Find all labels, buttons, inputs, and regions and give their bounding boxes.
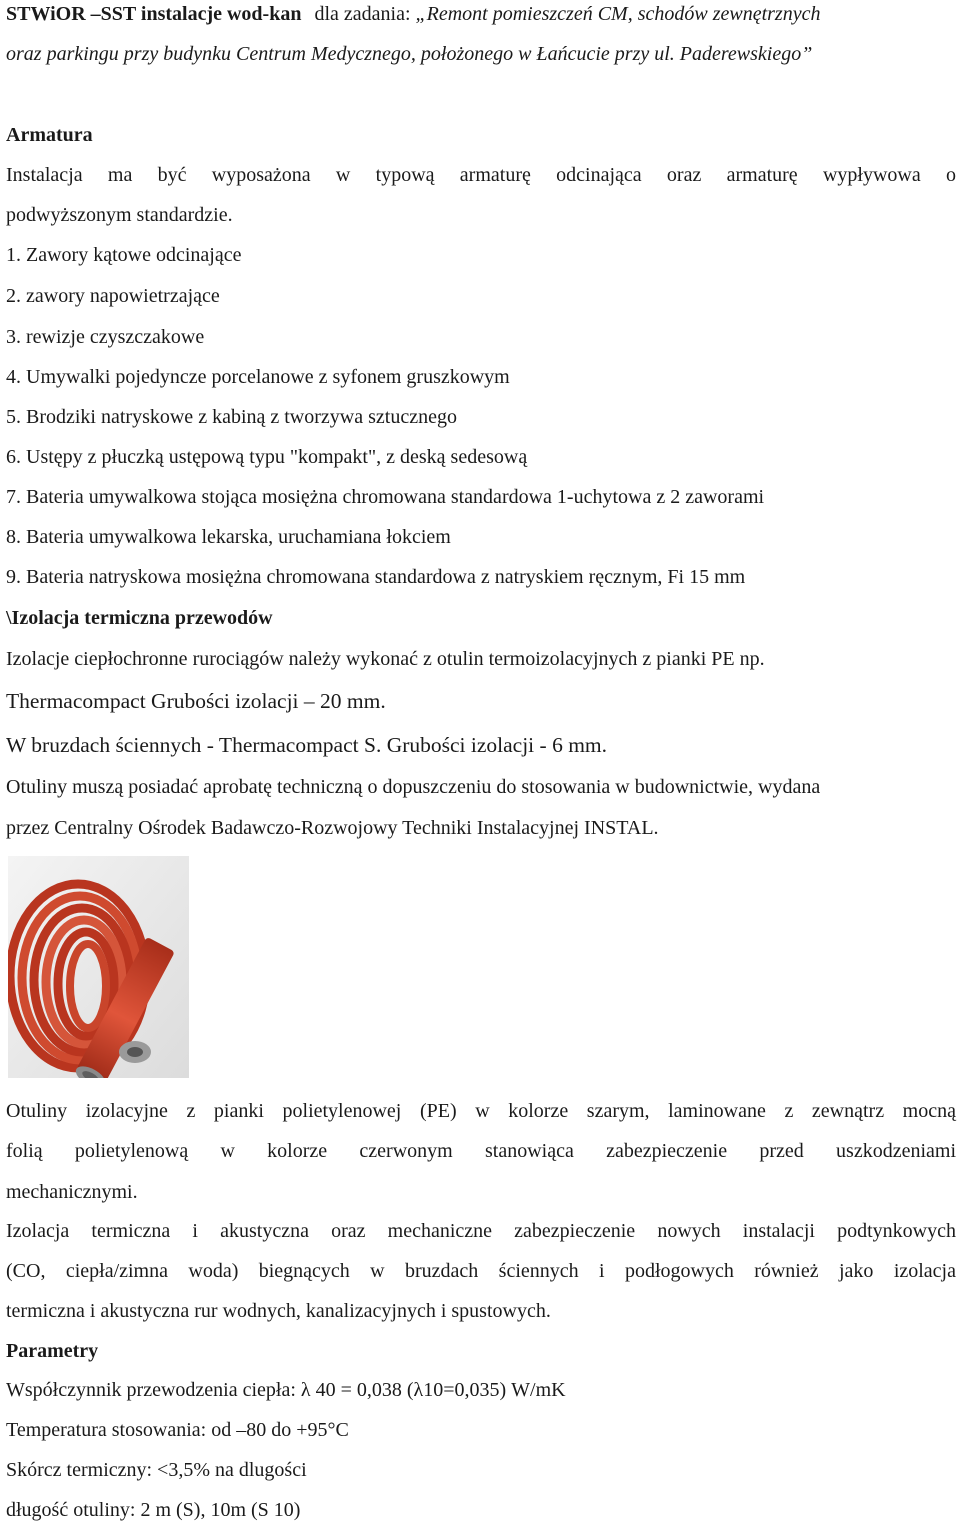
izolacja-p1-line-1: Izolacje ciepłochronne rurociągów należy wykonać z otulin termoizolacyjnych z pianki PE np. xyxy=(6,648,765,670)
izolacja-p1-line-3: W bruzdach ściennych - Thermacompact S. Grubości izolacji - 6 mm. xyxy=(6,733,608,757)
list-item: 4. Umywalki pojedyncze porcelanowe z syfonem gruszkowym xyxy=(6,366,510,388)
izolacja-p1-line-2: Thermacompact Grubości izolacji – 20 mm. xyxy=(6,689,386,713)
header-task-title-2: oraz parkingu przy budynku Centrum Medycznego, położonego w Łańcucie przy ul. Paderewskiego” xyxy=(6,43,813,65)
izolacja-p4-line-2: (CO, ciepła/zimna woda) biegnących w bruzdach ściennych i podłogowych również jako izolacja xyxy=(6,1260,956,1282)
header-project-code: STWiOR –SST instalacje wod-kan xyxy=(6,3,302,25)
param-item: Temperatura stosowania: od –80 do +95°C xyxy=(6,1419,349,1441)
list-item: 5. Brodziki natryskowe z kabiną z tworzywa sztucznego xyxy=(6,406,457,428)
section-heading-izolacja: \Izolacja termiczna przewodów xyxy=(6,607,273,629)
izolacja-p3-line-2: folią polietylenową w kolorze czerwonym stanowiąca zabezpieczenie przed uszkodzeniami xyxy=(6,1140,956,1162)
list-item: 3. rewizje czyszczakowe xyxy=(6,326,205,348)
izolacja-p2-line-2: przez Centralny Ośrodek Badawczo-Rozwojowy Techniki Instalacyjnej INSTAL. xyxy=(6,817,659,839)
param-item: długość otuliny: 2 m (S), 10m (S 10) xyxy=(6,1499,301,1521)
armatura-intro-line-1: Instalacja ma być wyposażona w typową armaturę odcinająca oraz armaturę wypływowa o xyxy=(6,164,956,186)
document-header xyxy=(6,2,820,26)
list-item: 8. Bateria umywalkowa lekarska, uruchamiana łokciem xyxy=(6,526,451,548)
izolacja-p2-line-1: Otuliny muszą posiadać aprobatę techniczną o dopuszczeniu do stosowania w budownictwie, wydana xyxy=(6,776,821,798)
izolacja-p3-line-1: Otuliny izolacyjne z pianki polietylenowej (PE) w kolorze szarym, laminowane z zewnątrz mocną xyxy=(6,1100,956,1122)
izolacja-p4-line-3: termiczna i akustyczna rur wodnych, kanalizacyjnych i spustowych. xyxy=(6,1300,551,1322)
izolacja-p3-line-3: mechanicznymi. xyxy=(6,1181,138,1203)
list-item: 6. Ustępy z płuczką ustępową typu "kompakt", z deską sedesową xyxy=(6,446,528,468)
section-heading-armatura: Armatura xyxy=(6,124,93,146)
param-item: Skórcz termiczny: <3,5% na dlugości xyxy=(6,1459,307,1481)
list-item: 9. Bateria natryskowa mosiężna chromowana standardowa z natryskiem ręcznym, Fi 15 mm xyxy=(6,566,746,588)
header-task-title-1: „Remont pomieszczeń CM, schodów zewnętrznych xyxy=(415,3,821,25)
section-heading-parametry: Parametry xyxy=(6,1340,99,1362)
list-item: 1. Zawory kątowe odcinające xyxy=(6,244,242,266)
armatura-intro-line-2: podwyższonym standardzie. xyxy=(6,204,233,226)
list-item: 2. zawory napowietrzające xyxy=(6,285,220,307)
header-label: dla zadania: xyxy=(314,3,411,25)
insulation-tube-photo xyxy=(8,856,189,1078)
izolacja-p4-line-1: Izolacja termiczna i akustyczna oraz mechaniczne zabezpieczenie nowych instalacji podtynkowych xyxy=(6,1220,956,1242)
list-item: 7. Bateria umywalkowa stojąca mosiężna chromowana standardowa 1-uchytowa z 2 zaworami xyxy=(6,486,765,508)
param-item: Współczynnik przewodzenia ciepła: λ 40 = 0,038 (λ10=0,035) W/mK xyxy=(6,1379,566,1401)
